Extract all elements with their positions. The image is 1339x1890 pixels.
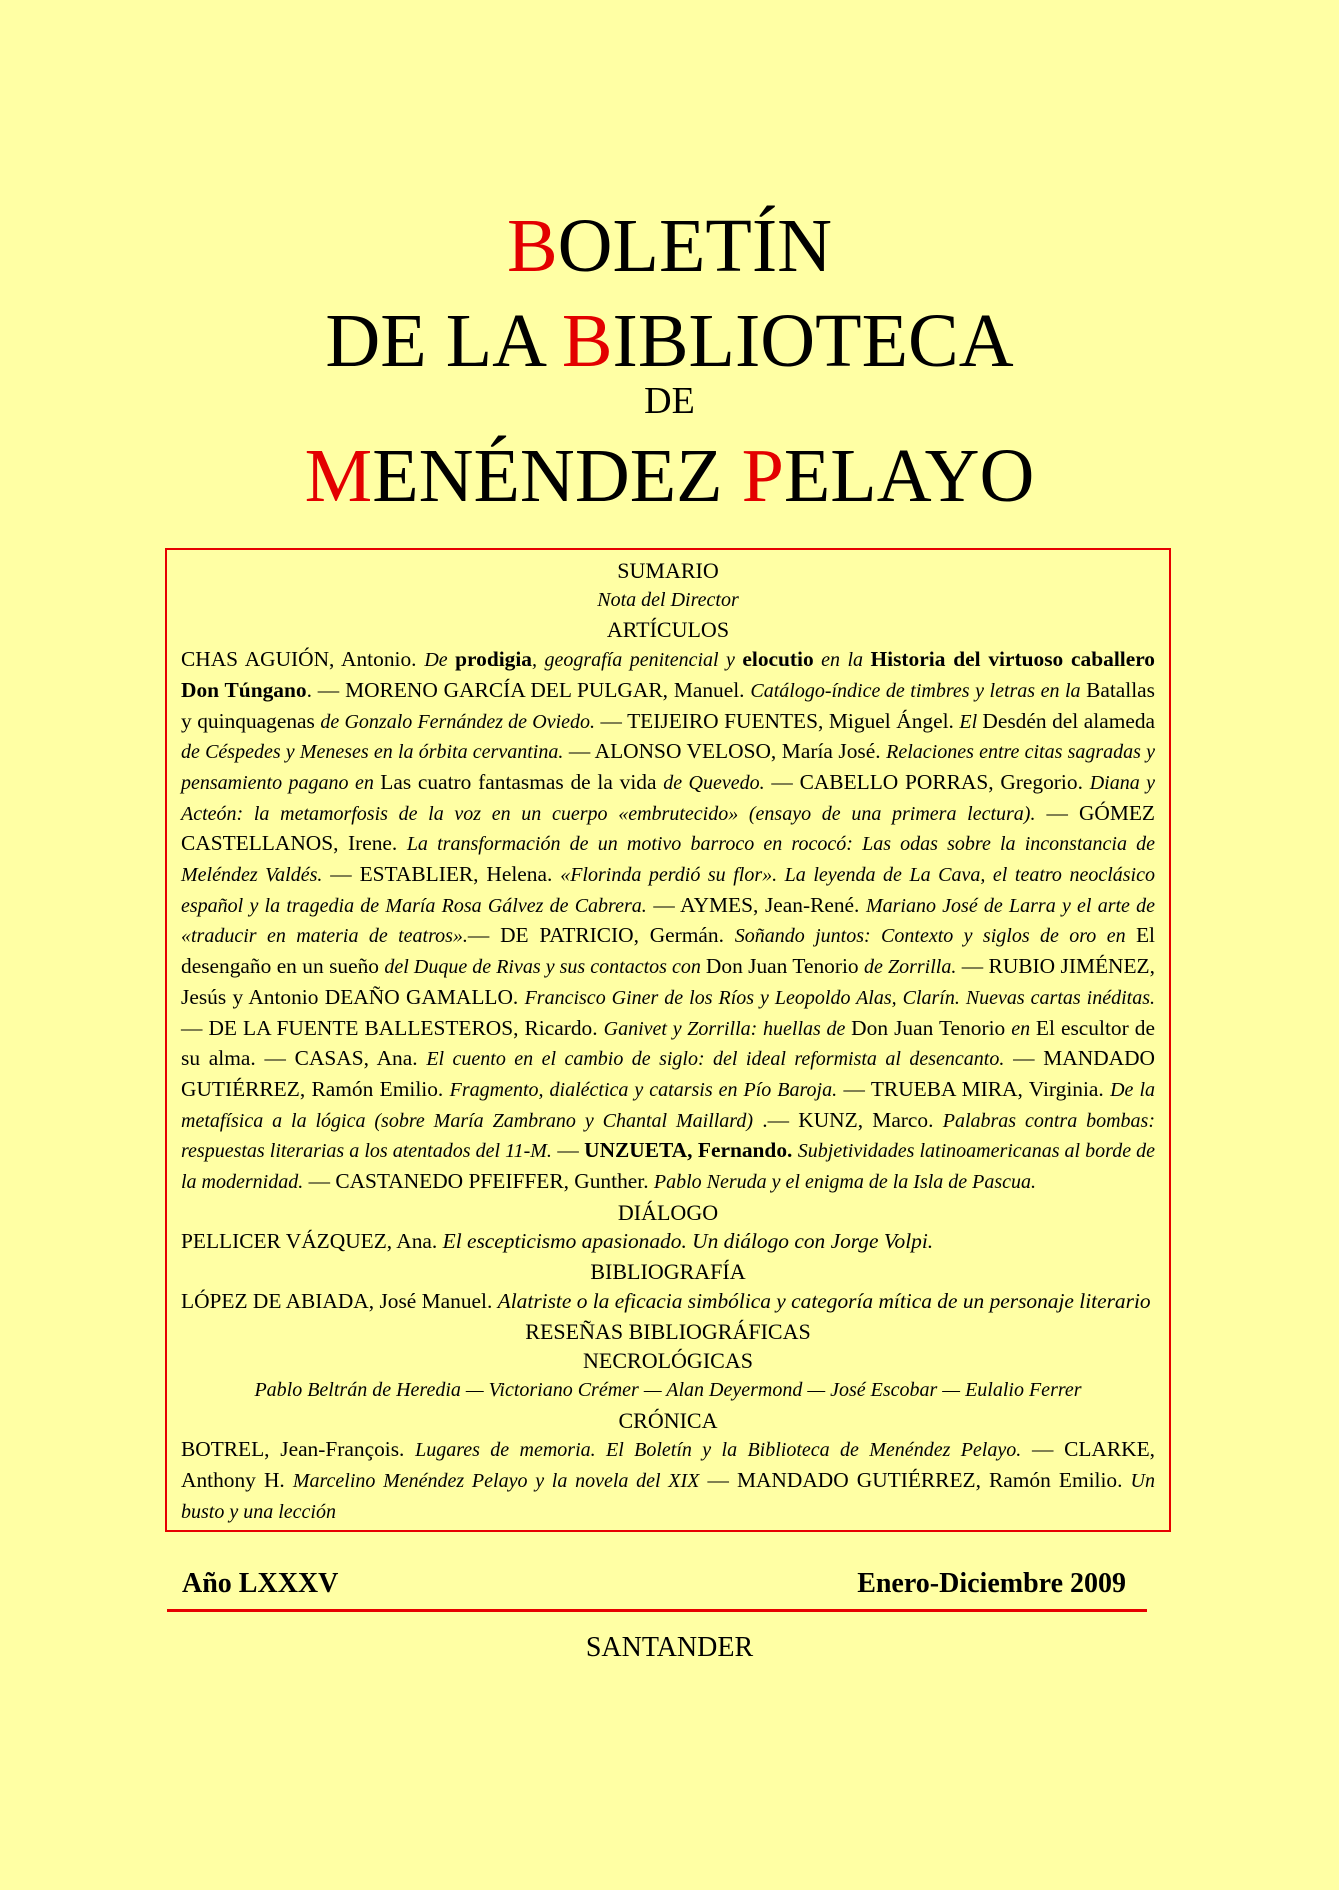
journal-title-line-1 [0, 204, 1339, 288]
article-author: TRUEBA MIRA, Virginia. [870, 1076, 1111, 1101]
article-title: Ganivet y Zorrilla: huellas de [603, 1017, 852, 1040]
journal-title-line-2 [0, 299, 1339, 383]
chronicle-author: MANDADO GUTIÉRREZ, Ramón Emilio. [736, 1468, 1131, 1493]
chronicle-author: CLARKE, Anthony H. [181, 1437, 1155, 1493]
article-title: «Florinda perdió su flor». La leyenda de La Cava, el teatro neoclásico español y la tragedia de María Rosa Gálvez de Cabrera. [181, 864, 1155, 917]
article-author: TEIJEIRO FUENTES, Miguel Ángel. [627, 708, 960, 733]
title-initial-b: B [561, 299, 613, 383]
bibliography-heading: BIBLIOGRAFÍA [590, 1259, 746, 1285]
article-title: De [424, 649, 456, 672]
article-title: elocutio [742, 647, 814, 672]
separator: — [563, 739, 595, 764]
article-title: Palabras contra bombas: respuestas literarias a los atentados del 11-M. [181, 1109, 1155, 1163]
article-title: Subjetividades latinoamericanas al borde de la modernidad. [181, 1140, 1156, 1194]
separator: — [181, 1015, 209, 1040]
obituaries-list: Pablo Beltrán de Heredia — Victoriano Crémer — Alan Deyermond — José Escobar — Eulalio Ferrer [254, 1378, 1082, 1401]
table-of-contents-box [165, 548, 1171, 1532]
article-title: Fragmento, dialéctica y catarsis en Pío Baroja. [449, 1078, 838, 1101]
director-note: Nota del Director [597, 588, 739, 611]
article-title: Relaciones entre citas sagradas y pensamiento pagano en [181, 741, 1155, 794]
dialogue-heading: DIÁLOGO [617, 1199, 719, 1225]
obituaries-heading: NECROLÓGICAS [583, 1348, 753, 1374]
separator: — [551, 1138, 585, 1163]
reviews-heading: RESEÑAS BIBLIOGRÁFICAS [525, 1318, 811, 1344]
publication-place: SANTANDER [585, 1632, 754, 1663]
separator: — [1004, 1046, 1044, 1071]
bibliography-entry [181, 1287, 1155, 1317]
separator: — [837, 1076, 871, 1101]
article-title: Francisco Giner de los Ríos y Leopoldo Alas, Clarín. Nuevas cartas inéditas. [524, 986, 1155, 1009]
article-title: de Zorrilla. [864, 956, 957, 979]
title-text: ELAYO [783, 434, 1035, 518]
article-title: Soñando juntos: Contexto y siglos de oro en [734, 925, 1136, 948]
article-author: CASAS, Ana. [294, 1046, 427, 1071]
bibliography-author: LÓPEZ DE ABIADA, José Manuel. [181, 1288, 498, 1313]
footer-divider [167, 1609, 1147, 1612]
article-title: Las cuatro fantasmas de la vida [380, 769, 664, 794]
article-author: UNZUETA, Fernando. [584, 1138, 798, 1163]
article-title: El escultor de su alma. [181, 1015, 1155, 1071]
article-title: Desdén del alameda [982, 708, 1156, 733]
title-initial-p: P [741, 434, 784, 518]
separator: .— [753, 1107, 799, 1132]
volume-year: Año LXXXV [182, 1568, 339, 1599]
dialogue-author: PELLICER VÁZQUEZ, Ana. [181, 1229, 443, 1254]
chronicle-list [181, 1435, 1155, 1527]
article-author: MANDADO GUTIÉRREZ, Ramón Emilio. [181, 1046, 1155, 1101]
article-author: KUNZ, Marco. [798, 1107, 943, 1132]
article-title: del Duque de Rivas y sus contactos con [384, 956, 706, 979]
title-text: OLETÍN [557, 204, 833, 288]
article-title: De la metafísica a la lógica (sobre María Zambrano y Chantal Maillard) [181, 1078, 1155, 1132]
article-title: prodigia [455, 647, 532, 672]
article-author: RUBIO JIMÉNEZ, Jesús y Antonio DEAÑO GAMALLO. [181, 954, 1155, 1009]
title-text: ENÉNDEZ [372, 434, 742, 518]
article-title: Mariano José de Larra y el arte de «traducir en materia de teatros». [181, 894, 1156, 948]
article-title: de Gonzalo Fernández de Oviedo. [320, 710, 596, 733]
article-title: , geografía penitencial y [532, 649, 743, 672]
separator: — [956, 954, 989, 979]
title-text: IBLIOTECA [612, 299, 1014, 383]
dialogue-title: El escepticismo apasionado. Un diálogo con Jorge Volpi. [442, 1229, 934, 1254]
chronicle-heading: CRÓNICA [618, 1407, 718, 1433]
separator: — [303, 1169, 336, 1194]
title-initial-b: B [506, 204, 558, 288]
article-author: MORENO GARCÍA DEL PULGAR, Manuel. [345, 677, 751, 702]
article-author: CABELLO PORRAS, Gregorio. [799, 769, 1090, 794]
article-title: La transformación de un motivo barroco en rococó: Las odas sobre la inconstancia de Meléndez Valdés. [181, 833, 1156, 887]
issue-date: Enero-Diciembre 2009 [857, 1568, 1126, 1599]
article-title: El cuento en el cambio de siglo: del ideal reformista al desencanto. [426, 1048, 1005, 1071]
journal-title-line-3: DE [644, 380, 695, 422]
chronicle-author: BOTREL, Jean-François. [181, 1437, 416, 1462]
title-text: DE LA [325, 299, 562, 383]
article-title: Diana y Acteón: la metamorfosis de la voz en un cuerpo «embrutecido» (ensayo de una primera lectura). [181, 771, 1155, 825]
separator: — [1035, 800, 1079, 825]
separator: — [595, 708, 628, 733]
article-title: Historia del virtuoso caballero Don Túngano [181, 647, 1155, 702]
article-author: ALONSO VELOSO, María José. [594, 739, 887, 764]
article-author: GÓMEZ CASTELLANOS, Irene. [181, 800, 1155, 856]
dialogue-entry [181, 1227, 1155, 1257]
article-author: ESTABLIER, Helena. [359, 862, 561, 887]
separator: — [467, 923, 501, 948]
separator: — [322, 862, 360, 887]
article-title: El desengaño en un sueño [181, 923, 1155, 979]
journal-title-line-4 [0, 434, 1339, 518]
chronicle-title: Lugares de memoria. El Boletín y la Biblioteca de Menéndez Pelayo. [415, 1439, 1022, 1462]
article-author: CASTANEDO PFEIFFER, Gunther. [335, 1169, 654, 1194]
articles-list [181, 645, 1155, 1198]
article-author: DE PATRICIO, Germán. [500, 923, 735, 948]
article-title: Catálogo-índice de timbres y letras en la [750, 679, 1087, 702]
title-initial-m: M [304, 434, 373, 518]
articles-heading: ARTÍCULOS [606, 617, 730, 643]
separator: . — [306, 677, 346, 702]
separator: — [764, 769, 800, 794]
bibliography-title: Alatriste o la eficacia simbólica y categoría mítica de un personaje literario [497, 1288, 1151, 1313]
separator: — [699, 1468, 737, 1493]
chronicle-title: Marcelino Menéndez Pelayo y la novela del XIX [292, 1470, 700, 1493]
summary-heading: SUMARIO [617, 558, 719, 583]
article-title: Batallas y quinquagenas [181, 677, 1155, 733]
chronicle-title: Un busto y una lección [181, 1470, 1155, 1523]
article-title: El [959, 710, 983, 733]
article-title: de Quevedo. [663, 771, 765, 794]
article-title: Don Juan Tenorio [851, 1015, 1012, 1040]
article-title: Don Juan Tenorio [705, 954, 865, 979]
article-author: DE LA FUENTE BALLESTEROS, Ricardo. [208, 1015, 604, 1040]
article-title: en la [813, 649, 871, 672]
article-title: de Céspedes y Meneses en la órbita cervantina. [181, 741, 564, 764]
separator: — [1021, 1437, 1065, 1462]
article-title: en [1011, 1017, 1036, 1040]
separator: — [646, 892, 681, 917]
article-author: CHAS AGUIÓN, Antonio. [181, 647, 425, 672]
article-author: AYMES, Jean-René. [680, 892, 866, 917]
article-title: Pablo Neruda y el enigma de la Isla de Pascua. [653, 1171, 1037, 1194]
separator: — [255, 1046, 295, 1071]
